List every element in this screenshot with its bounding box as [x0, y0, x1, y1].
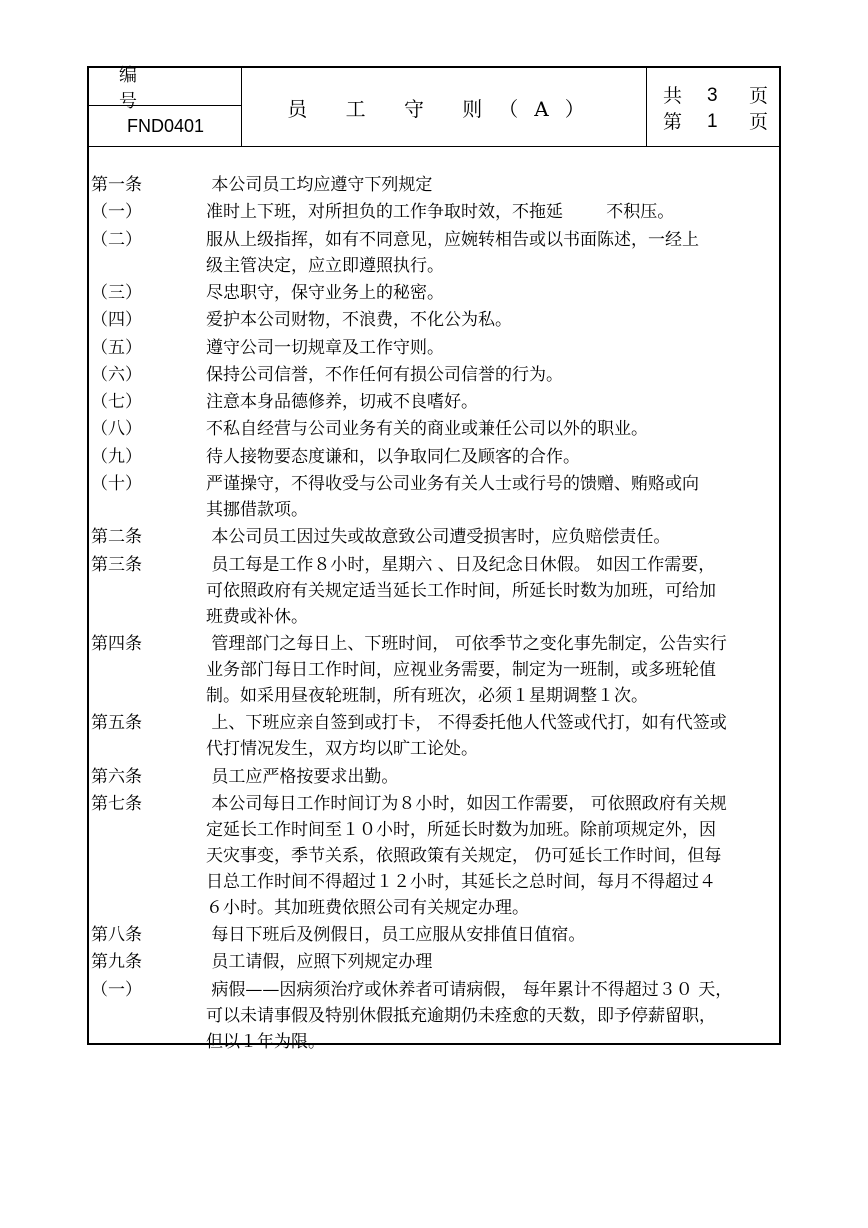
rule-label: （一） [91, 979, 142, 1000]
rule-text: 爱护本公司财物，不浪费，不化公为私。 [206, 310, 512, 331]
rule-label: 第六条 [91, 766, 142, 787]
total-pages: 3 [707, 85, 718, 106]
total-pages-line [663, 84, 767, 108]
rule-label: （三） [91, 282, 142, 303]
rule-label: （四） [91, 310, 142, 331]
document-code: FND0401 [126, 115, 205, 136]
rule-label: （六） [91, 364, 142, 385]
rule-label: 第五条 [91, 713, 142, 734]
rule-text: 不私自经营与公司业务有关的商业或兼任公司以外的职业。 [206, 419, 648, 440]
rule-text: 尽忠职守，保守业务上的秘密。 [206, 282, 444, 303]
page-info-cell [647, 68, 779, 146]
document-header [89, 64, 779, 147]
rule-label: （二） [91, 229, 142, 250]
page-prefix: 第 [663, 111, 683, 133]
title-cell [242, 68, 647, 146]
rule-text: 严谨操守，不得收受与公司业务有关人士或行号的馈赠、贿赂或向 其挪借款项。 [206, 474, 699, 520]
rule-label: 第七条 [91, 793, 142, 814]
rule-text: 本公司员工因过失或故意致公司遭受损害时，应负赔偿责任。 [206, 527, 671, 548]
rule-label: （一） [91, 202, 142, 223]
number-label: 编 号 [89, 68, 242, 106]
total-suffix: 页 [749, 85, 769, 107]
total-prefix: 共 [663, 85, 683, 107]
rule-label: 第四条 [91, 633, 142, 654]
rule-label: （五） [91, 337, 142, 358]
rule-text: 员工应严格按要求出勤。 [206, 766, 399, 787]
rule-label: （九） [91, 446, 142, 467]
rule-text: 病假——因病须治疗或休养者可请病假， 每年累计不得超过３０ 天， 可以未请事假及特别休假抵充逾期仍未痊愈的天数，即予停薪留职， 但以１年为限。 [206, 979, 733, 1052]
rule-label: 第八条 [91, 925, 142, 946]
rule-label: （十） [91, 474, 142, 494]
rule-text: 准时上下班，对所担负的工作争取时效，不拖延 不积压。 [206, 202, 675, 223]
rule-label: 第三条 [91, 554, 142, 575]
rule-text: 管理部门之每日上、下班时间， 可依季节之变化事先制定，公告实行 业务部门每日工作时间，应视业务需要，制定为一班制，或多班轮值 制。如采用昼夜轮班制，所有班次，必须１星期调整１次。 [206, 633, 727, 706]
rule-text: 保持公司信誉，不作任何有损公司信誉的行为。 [206, 364, 563, 385]
rule-text: 本公司员工均应遵守下列规定 [206, 175, 433, 195]
rule-text: 待人接物要态度谦和，以争取同仁及顾客的合作。 [206, 446, 580, 467]
page-suffix: 页 [749, 111, 769, 133]
rule-label: （七） [91, 392, 142, 413]
document-title: 员 工 守 则（A） [287, 96, 601, 121]
rule-text: 注意本身品德修养，切戒不良嗜好。 [206, 392, 478, 413]
document-number-cell [89, 64, 242, 146]
rule-text: 每日下班后及例假日，员工应服从安排值日值宿。 [206, 925, 586, 946]
rule-label: 第一条 [91, 175, 142, 195]
rule-label: 第九条 [91, 952, 142, 973]
page-number: 1 [707, 111, 718, 132]
rule-text: 本公司每日工作时间订为８小时，如因工作需要， 可依照政府有关规 定延长工作时间至１０小时，所延长时数为加班。除前项规定外，因 天灾事变，季节关系，依照政策有关规定， 仍可延长工作时间，但每 日总工作时间不得超过１２小时，其延长之总时间，每月不得超过４ ６小时。其加班费依照公司有关规定办理。 [206, 793, 727, 918]
rule-text: 服从上级指挥，如有不同意见，应婉转相告或以书面陈述，一经上 级主管决定，应立即遵照执行。 [206, 229, 699, 276]
rule-label: （八） [91, 419, 142, 440]
document-frame [87, 64, 781, 1052]
rule-text: 遵守公司一切规章及工作守则。 [206, 337, 444, 358]
page-number-line [663, 110, 767, 134]
rule-label: 第二条 [91, 527, 142, 548]
rule-text: 员工请假，应照下列规定办理 [206, 952, 433, 973]
rule-text: 上、下班应亲自签到或打卡， 不得委托他人代签或代打，如有代签或 代打情况发生，双方均以旷工论处。 [206, 713, 727, 760]
rule-text: 员工每是工作８小时，星期六 、日及纪念日休假。 如因工作需要， 可依照政府有关规定适当延长工作时间，所延长时数为加班，可给加 班费或补休。 [206, 554, 716, 627]
